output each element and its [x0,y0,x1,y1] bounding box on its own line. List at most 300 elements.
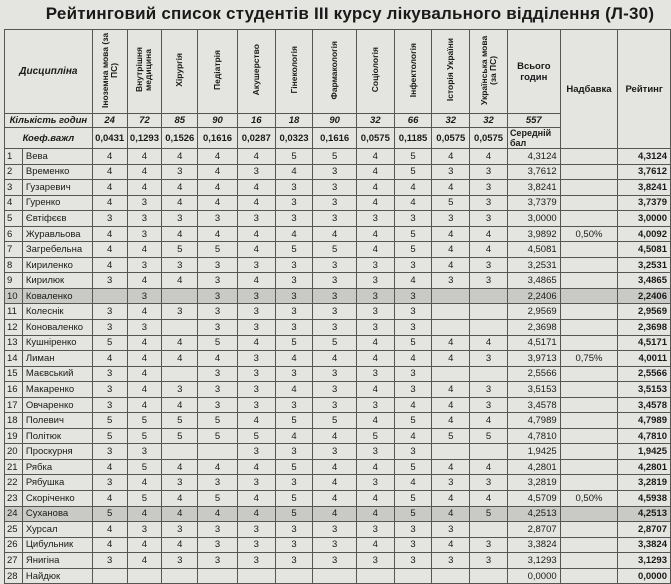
grade-cell: 3 [162,164,198,180]
grade-cell: 3 [237,553,275,569]
grade-cell [92,568,127,584]
grade-cell: 3 [198,211,238,227]
grade-cell: 4 [394,351,432,367]
grade-cell: 3 [162,304,198,320]
grade-cell: 5 [198,413,238,429]
grade-cell: 3 [470,397,508,413]
grade-cell: 3 [237,320,275,336]
table-row [5,444,671,460]
rating-cell: 3,4865 [618,273,671,289]
average-score: 3,1293 [507,553,560,569]
grade-cell: 3 [356,397,394,413]
student-name: Колеснік [22,304,92,320]
grade-cell: 3 [198,522,238,538]
grade-cell: 3 [275,444,313,460]
grade-cell: 4 [92,242,127,258]
grade-cell: 4 [237,506,275,522]
grade-cell: 4 [394,475,432,491]
grade-cell: 4 [394,195,432,211]
row-number: 21 [5,459,23,475]
bonus-cell [560,444,618,460]
hours-cell: 85 [162,114,198,128]
hours-cell: 72 [127,114,162,128]
student-name: Лиман [22,351,92,367]
grade-cell: 3 [356,366,394,382]
grade-cell: 3 [127,226,162,242]
average-score: 2,8707 [507,522,560,538]
grade-cell: 3 [92,397,127,413]
student-name: Временко [22,164,92,180]
grade-cell: 4 [198,149,238,165]
table-row [5,180,671,196]
rating-cell: 1,9425 [618,444,671,460]
grade-cell [127,568,162,584]
grade-cell [432,304,470,320]
grade-cell: 3 [162,475,198,491]
grade-cell: 3 [237,211,275,227]
student-name: Коноваленко [22,320,92,336]
grade-cell: 4 [432,506,470,522]
table-row [5,257,671,273]
grade-cell [470,320,508,336]
grade-cell: 4 [92,351,127,367]
grade-cell: 4 [394,273,432,289]
grade-cell: 3 [356,475,394,491]
average-score: 4,3124 [507,149,560,165]
grade-cell: 4 [432,351,470,367]
grade-cell: 5 [394,242,432,258]
student-name: Янигіна [22,553,92,569]
bonus-header: Надбавка [560,30,618,149]
grade-cell: 4 [432,335,470,351]
student-name: Найдюк [22,568,92,584]
grade-cell: 5 [275,459,313,475]
grade-cell: 4 [127,553,162,569]
grade-cell: 5 [313,335,357,351]
grade-cell: 4 [275,428,313,444]
average-score: 3,9892 [507,226,560,242]
grade-cell: 4 [432,226,470,242]
row-number: 20 [5,444,23,460]
grade-cell: 5 [275,413,313,429]
hours-cell: 90 [198,114,238,128]
student-name: Кушніренко [22,335,92,351]
rating-cell: 4,5938 [618,491,671,507]
grade-cell: 3 [92,211,127,227]
grade-cell: 3 [356,273,394,289]
grade-cell: 3 [275,397,313,413]
hours-label: Кількість годин [5,114,93,128]
rating-cell: 2,5566 [618,366,671,382]
row-number: 26 [5,537,23,553]
grade-cell: 4 [198,180,238,196]
grade-cell: 5 [394,335,432,351]
student-name: Євтіфєєв [22,211,92,227]
grade-cell [470,568,508,584]
grade-cell: 4 [127,242,162,258]
row-number: 10 [5,288,23,304]
grade-cell: 5 [356,428,394,444]
grade-cell: 4 [470,491,508,507]
subject-header: Внутрішня медицина [127,30,162,114]
grade-cell: 3 [313,382,357,398]
grade-cell: 3 [313,553,357,569]
grade-cell: 3 [198,382,238,398]
grade-cell: 3 [275,257,313,273]
grade-cell: 4 [237,195,275,211]
average-score: 4,5171 [507,335,560,351]
bonus-cell [560,397,618,413]
grade-cell: 3 [394,382,432,398]
grade-cell: 3 [92,444,127,460]
rating-header: Рейтинг [618,30,671,149]
grade-cell: 4 [162,537,198,553]
grade-cell: 3 [394,257,432,273]
grade-cell: 3 [432,273,470,289]
grade-cell: 4 [127,351,162,367]
bonus-cell [560,537,618,553]
grade-cell: 4 [237,242,275,258]
bonus-cell [560,413,618,429]
average-score: 4,7989 [507,413,560,429]
table-row [5,335,671,351]
table-row [5,273,671,289]
grade-cell: 5 [432,195,470,211]
average-score: 4,2513 [507,506,560,522]
grade-cell: 5 [394,226,432,242]
coefficient-cell: 0,0323 [275,128,313,149]
grade-cell: 4 [92,180,127,196]
grade-cell: 4 [92,459,127,475]
average-score: 3,2819 [507,475,560,491]
grade-cell: 4 [127,273,162,289]
bonus-cell [560,180,618,196]
grade-cell [470,444,508,460]
grade-cell: 3 [127,195,162,211]
grade-cell: 4 [313,475,357,491]
grade-cell: 3 [275,288,313,304]
grade-cell: 4 [356,195,394,211]
grade-cell: 4 [162,273,198,289]
grade-cell: 3 [356,320,394,336]
bonus-cell [560,459,618,475]
subject-header: Фармакологія [313,30,357,114]
table-row [5,164,671,180]
grade-cell: 3 [275,553,313,569]
grade-cell: 3 [275,304,313,320]
grade-cell: 5 [313,413,357,429]
grade-cell: 3 [394,304,432,320]
grade-cell: 3 [237,257,275,273]
grade-cell: 4 [313,351,357,367]
total-hours-header: Всього годин [507,30,560,114]
grade-cell: 4 [92,195,127,211]
row-number: 27 [5,553,23,569]
grade-cell [162,288,198,304]
grade-cell: 5 [394,413,432,429]
grade-cell: 3 [470,382,508,398]
bonus-cell [560,335,618,351]
grade-cell: 5 [127,491,162,507]
subject-header: Історія України [432,30,470,114]
coefficient-cell: 0,1185 [394,128,432,149]
grade-cell: 4 [470,242,508,258]
grade-cell: 3 [313,304,357,320]
row-number: 9 [5,273,23,289]
grade-cell: 3 [127,522,162,538]
grade-cell: 4 [198,506,238,522]
grade-cell: 3 [394,553,432,569]
average-score: 1,9425 [507,444,560,460]
grade-cell: 4 [162,459,198,475]
bonus-cell [560,522,618,538]
grade-cell: 3 [470,475,508,491]
student-name: Суханова [22,506,92,522]
hours-cell: 66 [394,114,432,128]
grade-cell: 4 [92,149,127,165]
grade-cell: 4 [356,382,394,398]
bonus-cell [560,568,618,584]
grade-cell: 5 [198,335,238,351]
row-number: 1 [5,149,23,165]
coefficient-cell: 0,1616 [313,128,357,149]
bonus-cell [560,288,618,304]
grade-cell: 5 [394,164,432,180]
grade-cell: 4 [432,382,470,398]
rating-cell: 2,9569 [618,304,671,320]
grade-cell [162,320,198,336]
coefficient-cell: 0,0287 [237,128,275,149]
rating-cell: 2,8707 [618,522,671,538]
grade-cell: 3 [313,180,357,196]
grade-cell: 4 [356,491,394,507]
grade-cell [313,568,357,584]
grade-cell: 3 [313,444,357,460]
rating-cell: 2,3698 [618,320,671,336]
rating-cell: 3,7379 [618,195,671,211]
grade-cell: 4 [162,195,198,211]
rating-cell: 0,0000 [618,568,671,584]
rating-cell: 4,0011 [618,351,671,367]
grade-cell: 4 [237,335,275,351]
grade-cell: 3 [92,273,127,289]
bonus-cell [560,320,618,336]
grade-cell: 5 [394,149,432,165]
student-name: Овчаренко [22,397,92,413]
rating-cell: 3,2531 [618,257,671,273]
student-name: Гузаревич [22,180,92,196]
row-number: 11 [5,304,23,320]
bonus-cell: 0,75% [560,351,618,367]
grade-cell: 5 [92,506,127,522]
grade-cell: 4 [162,506,198,522]
grade-cell: 3 [356,304,394,320]
grade-cell: 5 [162,428,198,444]
table-row [5,211,671,227]
grade-cell: 3 [432,475,470,491]
hours-cell: 32 [432,114,470,128]
grade-cell: 3 [198,397,238,413]
grade-cell: 3 [198,273,238,289]
page-title: Рейтинговий список студентів ІІІ курсу лікувального відділення (Л-30) [45,4,655,23]
bonus-cell [560,382,618,398]
subject-header: Іноземна мова (за ПС) [92,30,127,114]
grade-cell: 5 [162,413,198,429]
grade-cell: 3 [356,522,394,538]
grade-cell: 3 [470,273,508,289]
grade-cell: 3 [313,537,357,553]
grade-cell: 3 [275,366,313,382]
student-rows [5,149,671,584]
grade-cell: 4 [237,180,275,196]
average-score: 0,0000 [507,568,560,584]
average-score: 3,9713 [507,351,560,367]
grade-cell: 4 [198,351,238,367]
bonus-cell [560,428,618,444]
row-number: 17 [5,397,23,413]
table-row [5,568,671,584]
table-row [5,382,671,398]
grade-cell: 3 [198,553,238,569]
grade-cell: 4 [356,459,394,475]
bonus-cell [560,553,618,569]
grade-cell: 5 [237,428,275,444]
row-number: 15 [5,366,23,382]
coefficient-cell: 0,0575 [432,128,470,149]
grade-cell: 4 [162,180,198,196]
grade-cell: 4 [470,335,508,351]
grade-cell [470,366,508,382]
grade-cell [432,444,470,460]
average-score: 3,7379 [507,195,560,211]
grade-cell [432,568,470,584]
subject-header: Соціологія [356,30,394,114]
grade-cell: 3 [275,195,313,211]
table-row [5,428,671,444]
grade-cell: 4 [198,226,238,242]
grade-cell: 4 [127,382,162,398]
grade-cell [92,288,127,304]
grade-cell: 4 [127,475,162,491]
grade-cell: 3 [127,320,162,336]
grade-cell [432,320,470,336]
coefficient-cell: 0,0575 [356,128,394,149]
grade-cell: 4 [432,537,470,553]
grade-cell: 4 [127,506,162,522]
grade-cell: 4 [127,304,162,320]
grade-cell: 5 [198,242,238,258]
grade-cell [470,304,508,320]
grade-cell: 4 [470,149,508,165]
grade-cell: 5 [127,428,162,444]
grade-cell: 3 [198,257,238,273]
grade-cell: 4 [470,459,508,475]
student-name: Проскурня [22,444,92,460]
grade-cell: 5 [470,506,508,522]
grade-cell: 4 [356,226,394,242]
bonus-cell [560,211,618,227]
rating-cell: 4,7810 [618,428,671,444]
table-row [5,413,671,429]
grade-cell: 4 [432,242,470,258]
subject-header: Хірургія [162,30,198,114]
grade-cell: 4 [162,351,198,367]
table-row [5,475,671,491]
row-number: 6 [5,226,23,242]
table-row [5,491,671,507]
grade-cell: 3 [313,164,357,180]
bonus-cell [560,257,618,273]
grade-cell: 3 [198,320,238,336]
row-number: 8 [5,257,23,273]
grade-cell: 3 [162,553,198,569]
grade-cell: 5 [394,459,432,475]
grade-cell: 3 [92,304,127,320]
grade-cell: 3 [237,382,275,398]
grade-cell: 4 [356,180,394,196]
student-name: Хурсал [22,522,92,538]
grade-cell: 3 [394,366,432,382]
bonus-cell [560,475,618,491]
grade-cell [162,568,198,584]
grade-cell: 3 [394,320,432,336]
grade-cell: 3 [470,195,508,211]
grade-cell [470,522,508,538]
grade-cell: 3 [432,164,470,180]
grade-cell: 3 [313,397,357,413]
rating-cell: 3,8241 [618,180,671,196]
grade-cell: 4 [92,537,127,553]
grade-cell [162,366,198,382]
grade-cell: 3 [356,553,394,569]
grade-cell: 4 [162,335,198,351]
grade-cell: 3 [356,257,394,273]
grade-cell: 4 [198,164,238,180]
coefficient-cell: 0,0431 [92,128,127,149]
grade-cell: 4 [127,397,162,413]
grade-cell [275,568,313,584]
grade-cell: 4 [356,164,394,180]
grade-cell: 4 [356,242,394,258]
average-score: 2,2406 [507,288,560,304]
rating-cell: 4,0092 [618,226,671,242]
rating-cell: 3,4578 [618,397,671,413]
grade-cell: 4 [127,537,162,553]
grade-cell: 3 [470,164,508,180]
grade-cell: 3 [313,366,357,382]
grade-cell: 5 [275,506,313,522]
grade-cell: 4 [127,335,162,351]
table-row [5,506,671,522]
bonus-cell [560,366,618,382]
grade-cell: 3 [198,366,238,382]
average-score-header: Середній бал [507,128,560,149]
average-score: 2,9569 [507,304,560,320]
rating-cell: 4,5171 [618,335,671,351]
rating-cell: 4,7989 [618,413,671,429]
grade-cell: 3 [237,397,275,413]
grade-cell: 5 [92,428,127,444]
grade-cell: 3 [198,304,238,320]
grade-cell: 4 [356,335,394,351]
coefficient-cell: 0,1616 [198,128,238,149]
grade-cell: 5 [275,491,313,507]
grade-cell: 4 [356,506,394,522]
grade-cell: 4 [432,149,470,165]
grade-cell: 4 [313,226,357,242]
grade-cell: 4 [162,397,198,413]
grade-cell: 4 [470,226,508,242]
